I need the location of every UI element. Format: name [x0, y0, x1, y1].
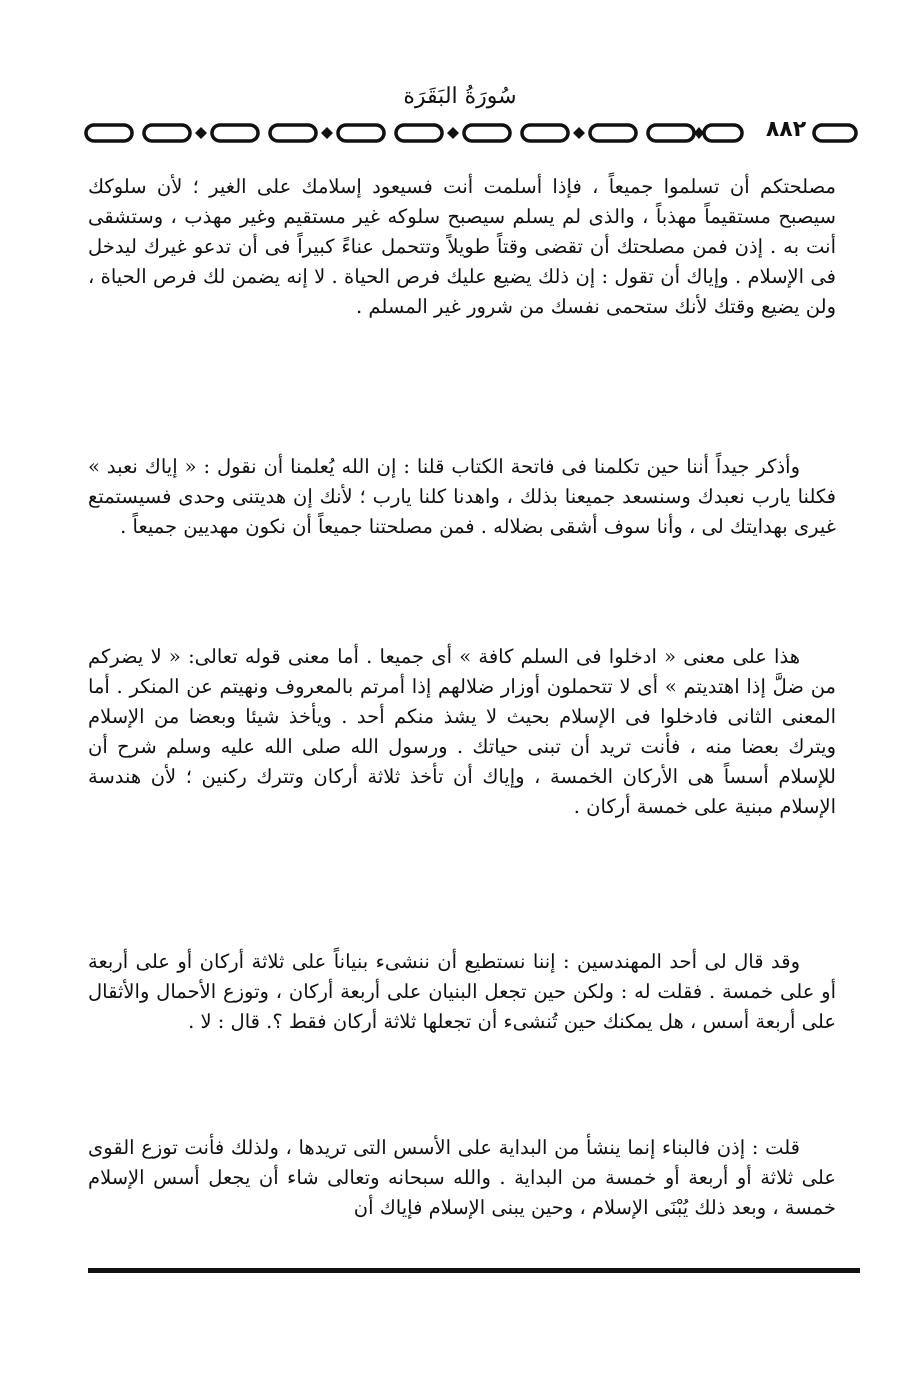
paragraph: وقد قال لى أحد المهندسين : إننا نستطيع أن ننشىء بنياناً على ثلاثة أركان أو على أربعة أو على خمسة . فقلت له : ولكن حين تجعل البنيان على أربعة أركان ، وتوزع الأحمال والأثقال على أربعة أسس ، هل يمكنك حين تُنشىء أن تجعلها ثلاثة أركان فقط ؟. قال : لا .: [88, 950, 836, 1033]
page-body: [88, 172, 836, 1223]
paragraph: قلت : إذن فالبناء إنما ينشأ من البداية على الأسس التى تريدها ، ولذلك فأنت توزع القوى على ثلاثة أو أربعة أو خمسة من البداية . والله سبحانه وتعالى شاء أن يجعل أسس الإسلام خمسة ، وبعد ذلك يُبْنَى الإسلام ، وحين يبنى الإسلام فإياك أن: [88, 1136, 836, 1219]
ornamental-border: [84, 116, 859, 150]
surah-title: سُورَةُ البَقَرَة: [403, 84, 517, 109]
paragraph: هذا على معنى « ادخلوا فى السلم كافة » أى جميعا . أما معنى قوله تعالى: « لا يضركم من ضلَّ إذا اهتديتم » أى لا تتحملون أوزار ضلالهم إذا أمرتم بالمعروف ونهيتم عن المنكر . أما المعنى الثانى فادخلوا فى الإسلام بحيث لا يشذ منكم أحد . ويأخذ شيئا وبعضا من الإسلام ويترك بعضا منه ، فأنت تريد أن تبنى حياتك . ورسول الله صلى الله عليه وسلم شرح أن للإسلام أسساً هى الأركان الخمسة ، وإياك أن تأخذ ثلاثة أركان وتترك ركنين ؛ لأن هندسة الإسلام مبنية على خمسة أركان .: [88, 645, 836, 818]
bottom-rule: [88, 1268, 860, 1273]
page-number: ٨٨٢: [765, 117, 807, 142]
paragraph: وأذكر جيداً أننا حين تكلمنا فى فاتحة الكتاب قلنا : إن الله يُعلمنا أن نقول : « إياك نعبد » فكلنا يارب نعبدك وسنسعد جميعنا بذلك ، واهدنا كلنا يارب ؛ لأنك إن هديتنى وحدى فسيستمتع غيرى بهدايتك لى ، وأنا سوف أشقى بضلاله . فمن مصلحتنا جميعاً أن نكون مهديين جميعاً .: [88, 455, 836, 538]
paragraph: مصلحتكم أن تسلموا جميعاً ، فإذا أسلمت أنت فسيعود إسلامك على الغير ؛ لأن سلوكك سيصبح مستقيماً مهذباً ، والذى لم يسلم سيصبح سلوكه غير مستقيم وغير مهذب ، وستشقى أنت به . إذن فمن مصلحتك أن تقضى وقتاً طويلاً وتتحمل عناءً كبيراً فى أن تدعو غيرك ليدخل فى الإسلام . وإياك أن تقول : إن ذلك يضيع عليك فرص الحياة . لا إنه يضمن لك فرص الحياة ، ولن يضيع وقتك لأنك ستحمى نفسك من شرور غير المسلم .: [88, 175, 836, 318]
